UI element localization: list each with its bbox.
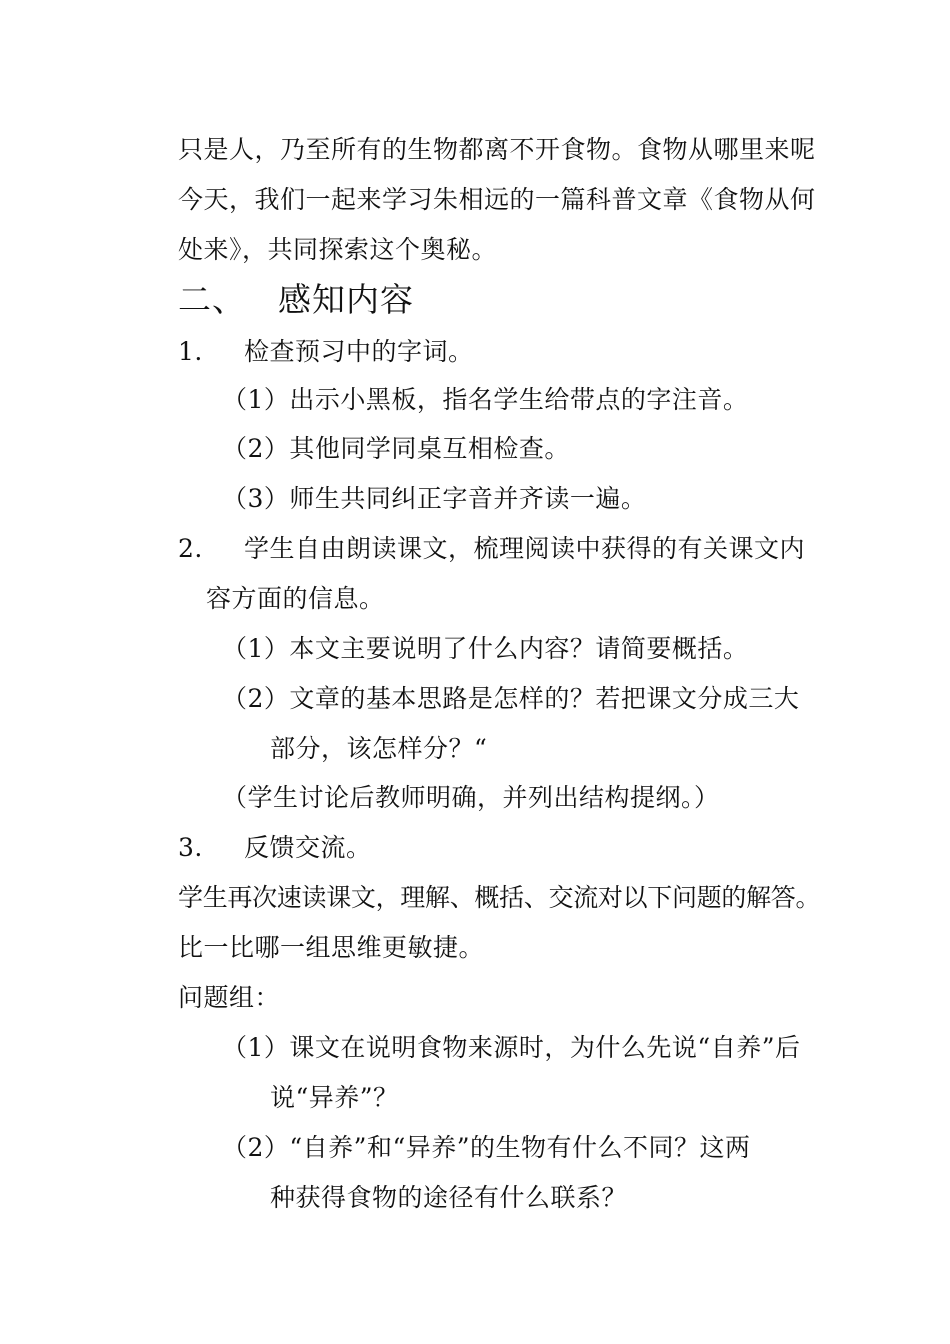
item-2-sub-2-line-2: 部分，该怎样分？“ [270,734,488,763]
intro-line-3: 处来》，共同探索这个奥秘。 [178,235,498,264]
item-3-text: 反馈交流。 [244,833,372,862]
item-2-sub-2-line-1: （2）文章的基本思路是怎样的？若把课文分成三大 [222,684,800,713]
item-2-text-line-2: 容方面的信息。 [206,584,385,613]
section-number: 二、 [178,280,246,319]
item-2-number: 2. [178,534,203,563]
item-2-text-line-1: 学生自由朗读课文，梳理阅读中获得的有关课文内 [244,534,806,563]
item-2-sub-1: （1）本文主要说明了什么内容？请简要概括。 [222,634,749,663]
section-title: 感知内容 [278,280,414,319]
item-1-sub-3: （3）师生共同纠正字音并齐读一遍。 [222,484,647,513]
question-1-line-1: （1）课文在说明食物来源时，为什么先说“自养”后 [222,1033,801,1062]
question-2-line-1: （2）“自养”和“异养”的生物有什么不同？这两 [222,1133,751,1162]
question-group-label: 问题组： [178,983,281,1012]
item-1-number: 1. [178,337,203,366]
item-1-sub-2: （2）其他同学同桌互相检查。 [222,434,570,463]
intro-line-2: 今天，我们一起来学习朱相远的一篇科普文章《食物从何 [178,185,816,214]
item-3-paragraph-line-2: 比一比哪一组思维更敏捷。 [178,933,485,962]
item-2-note: （学生讨论后教师明确，并列出结构提纲。） [222,783,720,812]
item-3 [178,832,372,864]
item-2 [178,533,805,565]
item-1-text: 检查预习中的字词。 [244,337,474,366]
intro-line-1: 只是人，乃至所有的生物都离不开食物。食物从哪里来呢 [178,135,816,164]
question-1-line-2: 说“异养”？ [270,1083,399,1112]
section-heading [178,280,414,320]
item-3-number: 3. [178,833,203,862]
item-1-sub-1: （1）出示小黑板，指名学生给带点的字注音。 [222,385,749,414]
item-3-paragraph-line-1: 学生再次速读课文，理解、概括、交流对以下问题的解答。 [178,883,821,912]
item-1 [178,336,474,368]
question-2-line-2: 种获得食物的途径有什么联系？ [270,1183,628,1212]
